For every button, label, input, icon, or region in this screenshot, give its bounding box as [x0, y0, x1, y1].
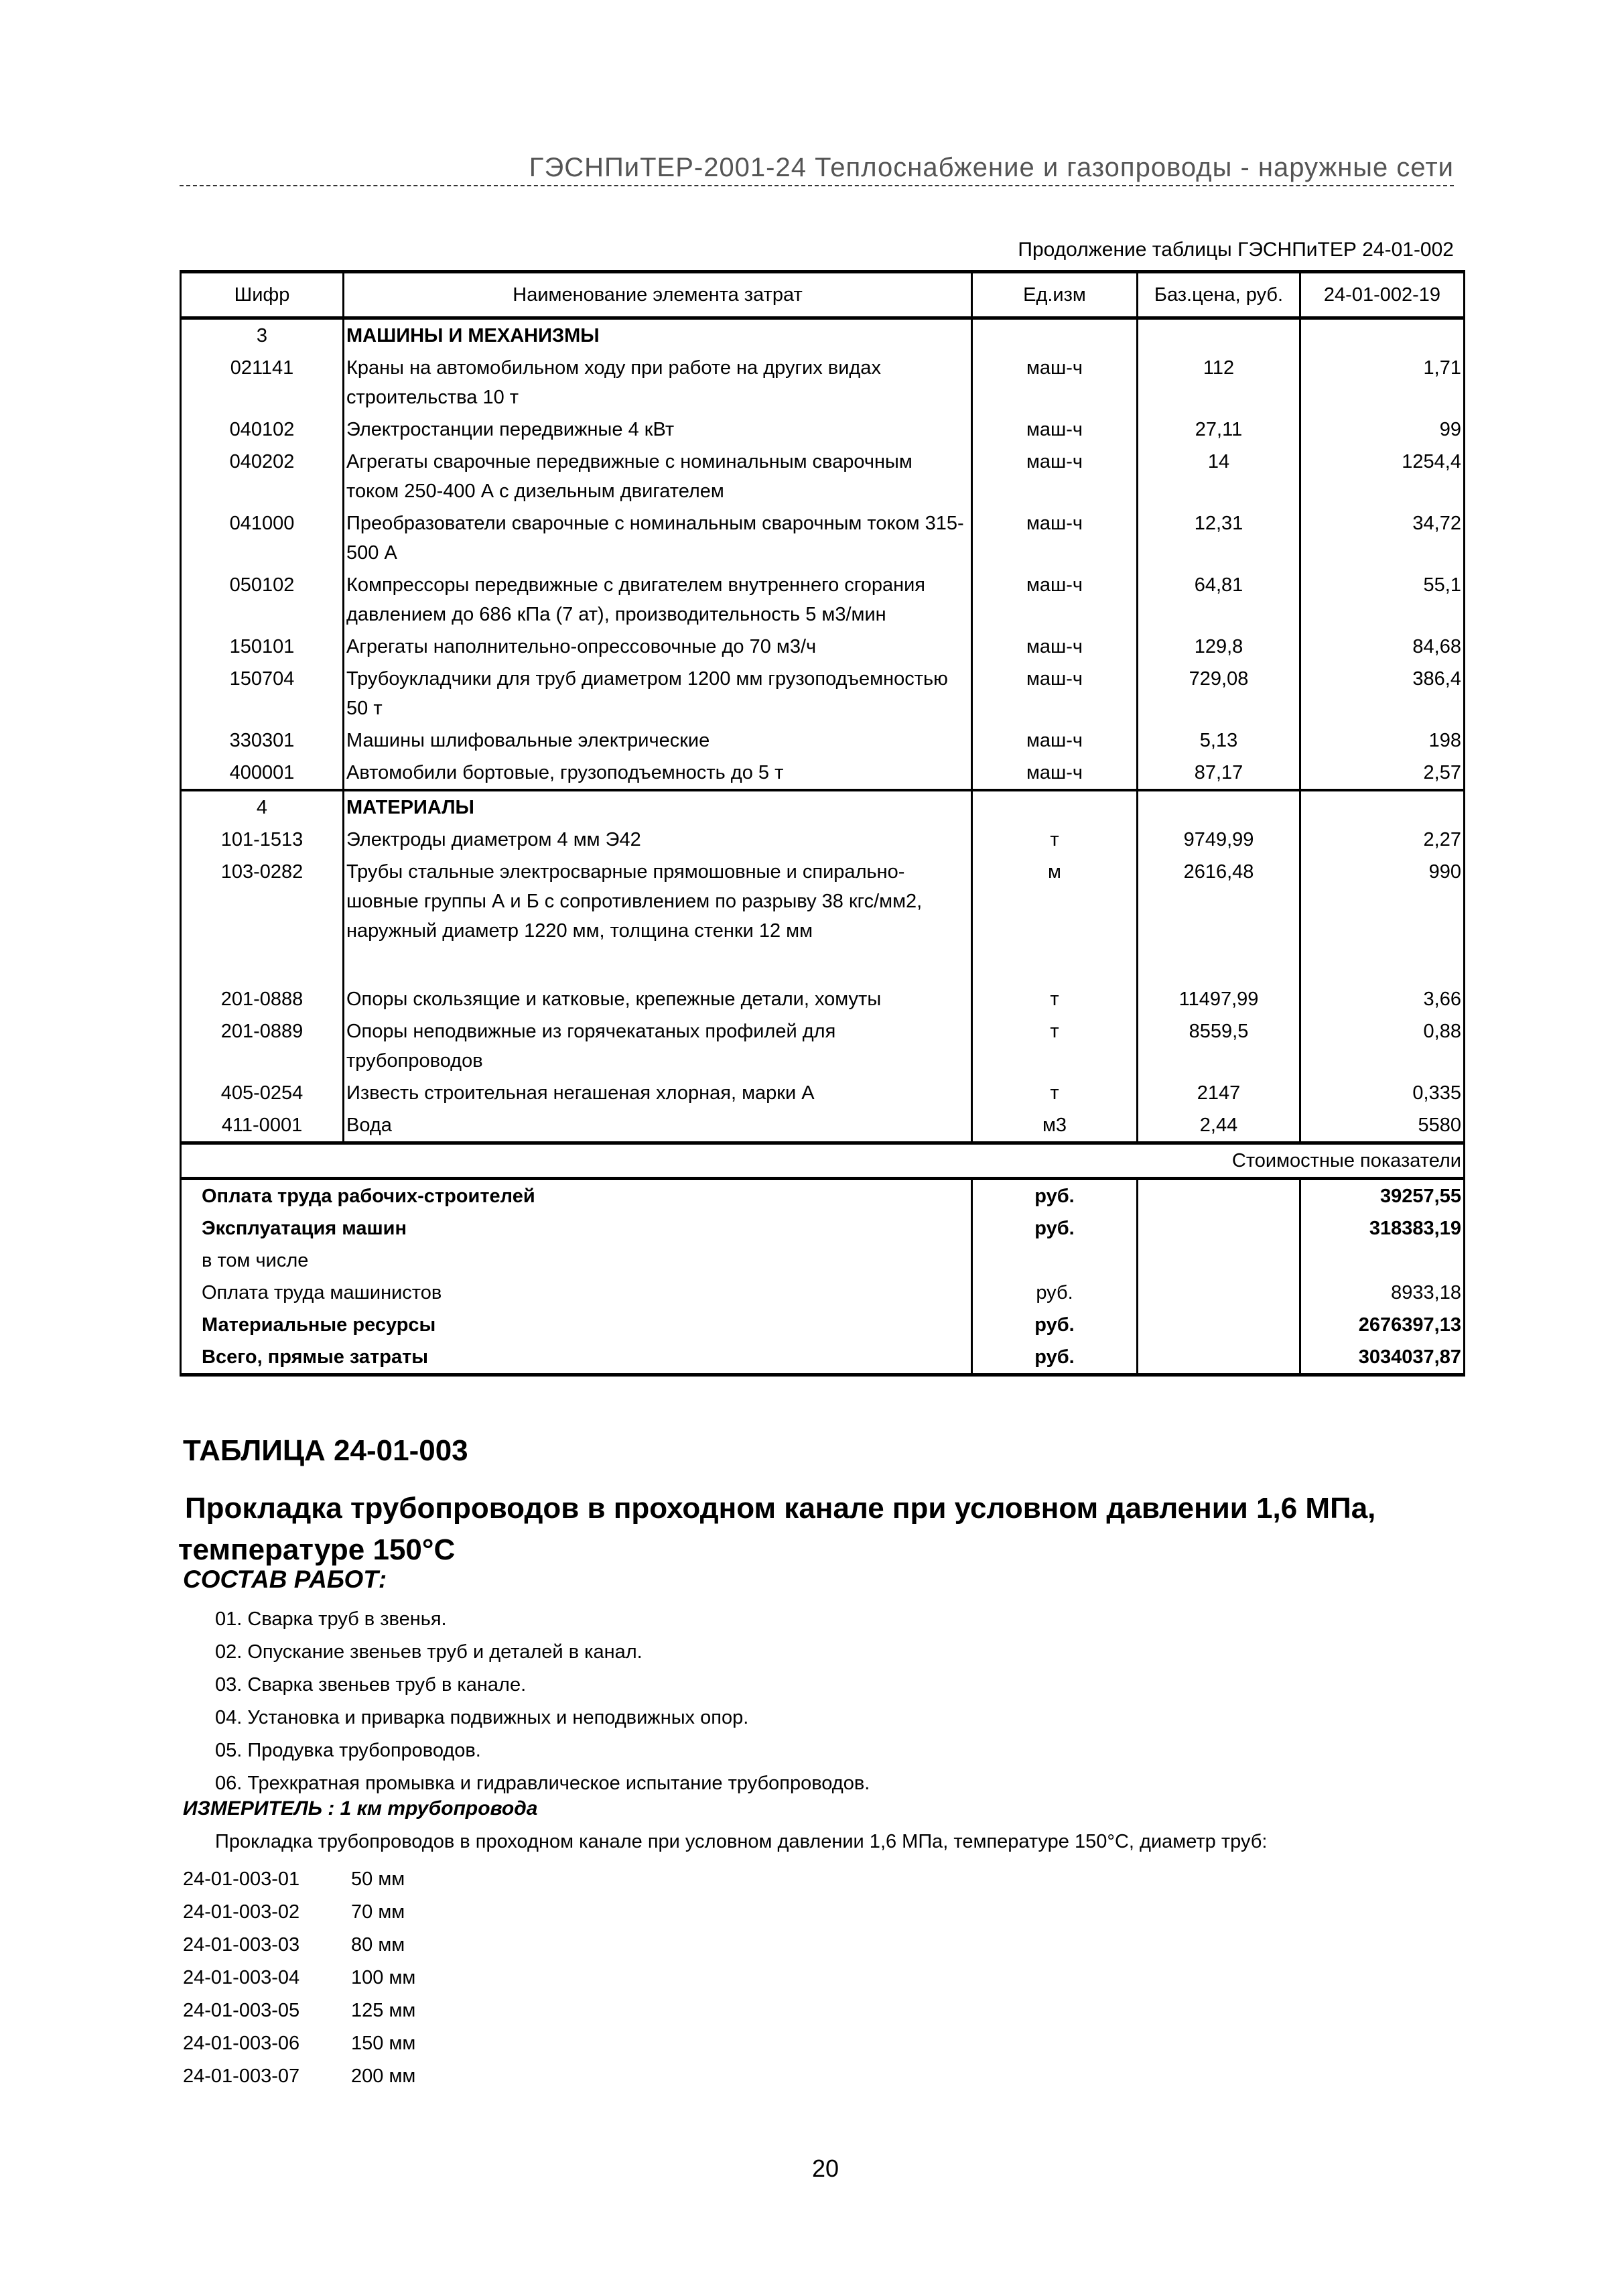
- row-unit: м: [972, 856, 1138, 975]
- summary-unit: руб.: [972, 1212, 1138, 1245]
- row-value: 55,1: [1300, 569, 1465, 631]
- row-name: Электростанции передвижные 4 кВт: [344, 413, 972, 446]
- row-price: 2616,48: [1138, 856, 1300, 975]
- row-price: 64,81: [1138, 569, 1300, 631]
- summary-label: в том числе: [181, 1245, 972, 1277]
- row-price: 14: [1138, 446, 1300, 507]
- row-value: 0,335: [1300, 1077, 1465, 1109]
- running-header: ГЭСНПиТЕР-2001-24 Теплоснабжение и газопроводы - наружные сети: [529, 153, 1454, 182]
- works-list: [215, 1603, 870, 1800]
- row-price: 129,8: [1138, 631, 1300, 663]
- norm-code: 24-01-003-04: [183, 1967, 300, 1988]
- table-row: [181, 1077, 1465, 1109]
- row-name: Краны на автомобильном ходу при работе на других видах строительства 10 т: [344, 352, 972, 413]
- row-name: Трубы стальные электросварные прямошовные и спирально-шовные группы А и Б с сопротивлением по разрыву 38 кгс/мм2, наружный диаметр 1220 мм, толщина стенки 12 мм: [344, 856, 972, 975]
- empty-cell: [1138, 318, 1300, 353]
- work-item: 01. Сварка труб в звенья.: [215, 1608, 447, 1630]
- description: Прокладка трубопроводов в проходном канале при условном давлении 1,6 МПа, температуре 150°С, диаметр труб:: [215, 1831, 1268, 1852]
- row-value: 2,27: [1300, 824, 1465, 856]
- row-value: 84,68: [1300, 631, 1465, 663]
- row-unit: маш-ч: [972, 663, 1138, 724]
- row-value: 34,72: [1300, 507, 1465, 569]
- page-number: 20: [811, 2155, 839, 2182]
- empty-cell: [1138, 1179, 1300, 1213]
- row-code: 201-0888: [181, 975, 344, 1015]
- section-heading: [178, 1488, 1451, 1571]
- row-code: 150704: [181, 663, 344, 724]
- table-row: [181, 413, 1465, 446]
- norm-code-item: [183, 1994, 415, 2027]
- table-continuation-caption: Продолжение таблицы ГЭСНПиТЕР 24-01-002: [1018, 239, 1454, 261]
- summary-unit: руб.: [972, 1309, 1138, 1341]
- row-unit: маш-ч: [972, 569, 1138, 631]
- row-name: Автомобили бортовые, грузоподъемность до 5 т: [344, 757, 972, 790]
- row-code: 021141: [181, 352, 344, 413]
- table-row: [181, 569, 1465, 631]
- row-unit: т: [972, 824, 1138, 856]
- row-price: 27,11: [1138, 413, 1300, 446]
- row-value: 198: [1300, 724, 1465, 757]
- row-unit: маш-ч: [972, 507, 1138, 569]
- empty-cell: [1138, 1277, 1300, 1309]
- table-header-row: [181, 272, 1465, 318]
- row-code: 411-0001: [181, 1109, 344, 1143]
- col-header-name: Наименование элемента затрат: [344, 272, 972, 318]
- row-value: 1,71: [1300, 352, 1465, 413]
- table-row: [181, 724, 1465, 757]
- pipe-diameter: 100 мм: [351, 1967, 416, 1988]
- summary-title: Стоимостные показатели: [181, 1143, 1465, 1179]
- row-unit: маш-ч: [972, 631, 1138, 663]
- row-price: 5,13: [1138, 724, 1300, 757]
- row-name: Опоры скользящие и катковые, крепежные детали, хомуты: [344, 975, 972, 1015]
- pipe-diameter: 200 мм: [351, 2065, 416, 2087]
- row-value: 0,88: [1300, 1015, 1465, 1077]
- row-name: Опоры неподвижные из горячекатаных профилей для трубопроводов: [344, 1015, 972, 1077]
- summary-header-row: [181, 1143, 1465, 1179]
- summary-unit: руб.: [972, 1341, 1138, 1375]
- work-item: 06. Трехкратная промывка и гидравлическое испытание трубопроводов.: [215, 1773, 870, 1794]
- pipe-diameter: 80 мм: [351, 1934, 405, 1956]
- section-code: 3: [181, 318, 344, 353]
- row-unit: маш-ч: [972, 413, 1138, 446]
- norm-code: 24-01-003-05: [183, 2000, 300, 2021]
- summary-row: [181, 1212, 1465, 1245]
- table-row: [181, 446, 1465, 507]
- norm-code: 24-01-003-03: [183, 1934, 300, 1956]
- section-title: МАТЕРИАЛЫ: [344, 790, 972, 824]
- section-code: 4: [181, 790, 344, 824]
- meter-label: ИЗМЕРИТЕЛЬ : 1 км трубопровода: [183, 1797, 538, 1820]
- section-title: МАШИНЫ И МЕХАНИЗМЫ: [344, 318, 972, 353]
- row-name: Машины шлифовальные электрические: [344, 724, 972, 757]
- empty-cell: [1138, 790, 1300, 824]
- summary-unit: [972, 1245, 1138, 1277]
- row-price: 2,44: [1138, 1109, 1300, 1143]
- row-code: 201-0889: [181, 1015, 344, 1077]
- row-name: Компрессоры передвижные с двигателем внутреннего сгорания давлением до 686 кПа (7 ат), производительность 5 м3/мин: [344, 569, 972, 631]
- row-name: Вода: [344, 1109, 972, 1143]
- pipe-diameter: 70 мм: [351, 1901, 405, 1923]
- row-unit: м3: [972, 1109, 1138, 1143]
- empty-cell: [1138, 1341, 1300, 1375]
- row-name: Трубоукладчики для труб диаметром 1200 мм грузоподъемностью 50 т: [344, 663, 972, 724]
- summary-row: [181, 1277, 1465, 1309]
- col-header-price: Баз.цена, руб.: [1138, 272, 1300, 318]
- empty-cell: [1138, 1309, 1300, 1341]
- norm-code-item: [183, 2060, 415, 2093]
- row-name: Агрегаты наполнительно-опрессовочные до 70 м3/ч: [344, 631, 972, 663]
- empty-cell: [972, 790, 1138, 824]
- table-row: [181, 663, 1465, 724]
- header-divider: [180, 185, 1454, 186]
- table-row: [181, 1015, 1465, 1077]
- row-value: 3,66: [1300, 975, 1465, 1015]
- pipe-diameter: 50 мм: [351, 1868, 405, 1890]
- row-price: 2147: [1138, 1077, 1300, 1109]
- row-code: 400001: [181, 757, 344, 790]
- row-value: 386,4: [1300, 663, 1465, 724]
- work-item: 02. Опускание звеньев труб и деталей в канал.: [215, 1641, 643, 1663]
- table-row: [181, 352, 1465, 413]
- row-price: 8559,5: [1138, 1015, 1300, 1077]
- row-unit: маш-ч: [972, 724, 1138, 757]
- table-row: [181, 631, 1465, 663]
- row-unit: т: [972, 975, 1138, 1015]
- row-price: 87,17: [1138, 757, 1300, 790]
- summary-unit: руб.: [972, 1277, 1138, 1309]
- section-row: [181, 318, 1465, 353]
- summary-label: Всего, прямые затраты: [181, 1341, 972, 1375]
- row-unit: маш-ч: [972, 352, 1138, 413]
- summary-row: [181, 1245, 1465, 1277]
- row-name: Агрегаты сварочные передвижные с номинальным сварочным током 250-400 А с дизельным двигателем: [344, 446, 972, 507]
- pipe-diameter: 125 мм: [351, 2000, 416, 2021]
- row-code: 041000: [181, 507, 344, 569]
- row-code: 103-0282: [181, 856, 344, 975]
- norm-code-item: [183, 2027, 415, 2060]
- norm-code: 24-01-003-06: [183, 2033, 300, 2054]
- col-header-norm: 24-01-002-19: [1300, 272, 1465, 318]
- table-row: [181, 824, 1465, 856]
- col-header-code: Шифр: [181, 272, 344, 318]
- table-row: [181, 757, 1465, 790]
- row-code: 330301: [181, 724, 344, 757]
- empty-cell: [1138, 1212, 1300, 1245]
- empty-cell: [972, 318, 1138, 353]
- norm-code: 24-01-003-01: [183, 1868, 300, 1890]
- row-value: 2,57: [1300, 757, 1465, 790]
- row-value: 5580: [1300, 1109, 1465, 1143]
- table-row: [181, 975, 1465, 1015]
- resource-table: [180, 270, 1465, 1377]
- section-heading-text: Прокладка трубопроводов в проходном канале при условном давлении 1,6 МПа, температуре 150°С: [178, 1492, 1376, 1566]
- work-item: 04. Установка и приварка подвижных и неподвижных опор.: [215, 1707, 749, 1728]
- norm-code-item: [183, 1896, 415, 1929]
- summary-value: 2676397,13: [1300, 1309, 1465, 1341]
- table-row: [181, 1109, 1465, 1143]
- row-value: 990: [1300, 856, 1465, 975]
- summary-label: Материальные ресурсы: [181, 1309, 972, 1341]
- row-price: 729,08: [1138, 663, 1300, 724]
- empty-cell: [1300, 790, 1465, 824]
- row-code: 040202: [181, 446, 344, 507]
- summary-label: Эксплуатация машин: [181, 1212, 972, 1245]
- table-row: [181, 856, 1465, 975]
- summary-value: [1300, 1245, 1465, 1277]
- empty-cell: [1138, 1245, 1300, 1277]
- norm-code-item: [183, 1929, 415, 1962]
- summary-value: 39257,55: [1300, 1179, 1465, 1213]
- summary-row: [181, 1309, 1465, 1341]
- row-unit: маш-ч: [972, 446, 1138, 507]
- table-row: [181, 507, 1465, 569]
- empty-cell: [1300, 318, 1465, 353]
- summary-unit: руб.: [972, 1179, 1138, 1213]
- row-unit: маш-ч: [972, 757, 1138, 790]
- row-unit: т: [972, 1077, 1138, 1109]
- norm-code-item: [183, 1863, 415, 1896]
- norm-code: 24-01-003-07: [183, 2065, 300, 2087]
- row-code: 040102: [181, 413, 344, 446]
- norm-codes-list: [183, 1863, 415, 2093]
- summary-value: 318383,19: [1300, 1212, 1465, 1245]
- row-name: Электроды диаметром 4 мм Э42: [344, 824, 972, 856]
- row-value: 1254,4: [1300, 446, 1465, 507]
- row-code: 101-1513: [181, 824, 344, 856]
- work-item: 05. Продувка трубопроводов.: [215, 1740, 481, 1761]
- row-unit: т: [972, 1015, 1138, 1077]
- works-title: СОСТАВ РАБОТ:: [183, 1566, 387, 1593]
- row-price: 9749,99: [1138, 824, 1300, 856]
- work-item: 03. Сварка звеньев труб в канале.: [215, 1674, 527, 1696]
- pipe-diameter: 150 мм: [351, 2033, 416, 2054]
- row-price: 12,31: [1138, 507, 1300, 569]
- section-row: [181, 790, 1465, 824]
- summary-label: Оплата труда рабочих-строителей: [181, 1179, 972, 1213]
- norm-code: 24-01-003-02: [183, 1901, 300, 1923]
- row-price: 11497,99: [1138, 975, 1300, 1015]
- row-value: 99: [1300, 413, 1465, 446]
- summary-value: 3034037,87: [1300, 1341, 1465, 1375]
- table-title: ТАБЛИЦА 24-01-003: [183, 1434, 468, 1467]
- row-name: Известь строительная негашеная хлорная, марки А: [344, 1077, 972, 1109]
- norm-code-item: [183, 1962, 415, 1994]
- summary-row: [181, 1341, 1465, 1375]
- summary-value: 8933,18: [1300, 1277, 1465, 1309]
- row-price: 112: [1138, 352, 1300, 413]
- row-name: Преобразователи сварочные с номинальным сварочным током 315-500 А: [344, 507, 972, 569]
- col-header-unit: Ед.изм: [972, 272, 1138, 318]
- row-code: 405-0254: [181, 1077, 344, 1109]
- row-code: 050102: [181, 569, 344, 631]
- summary-row: [181, 1179, 1465, 1213]
- row-code: 150101: [181, 631, 344, 663]
- summary-label: Оплата труда машинистов: [181, 1277, 972, 1309]
